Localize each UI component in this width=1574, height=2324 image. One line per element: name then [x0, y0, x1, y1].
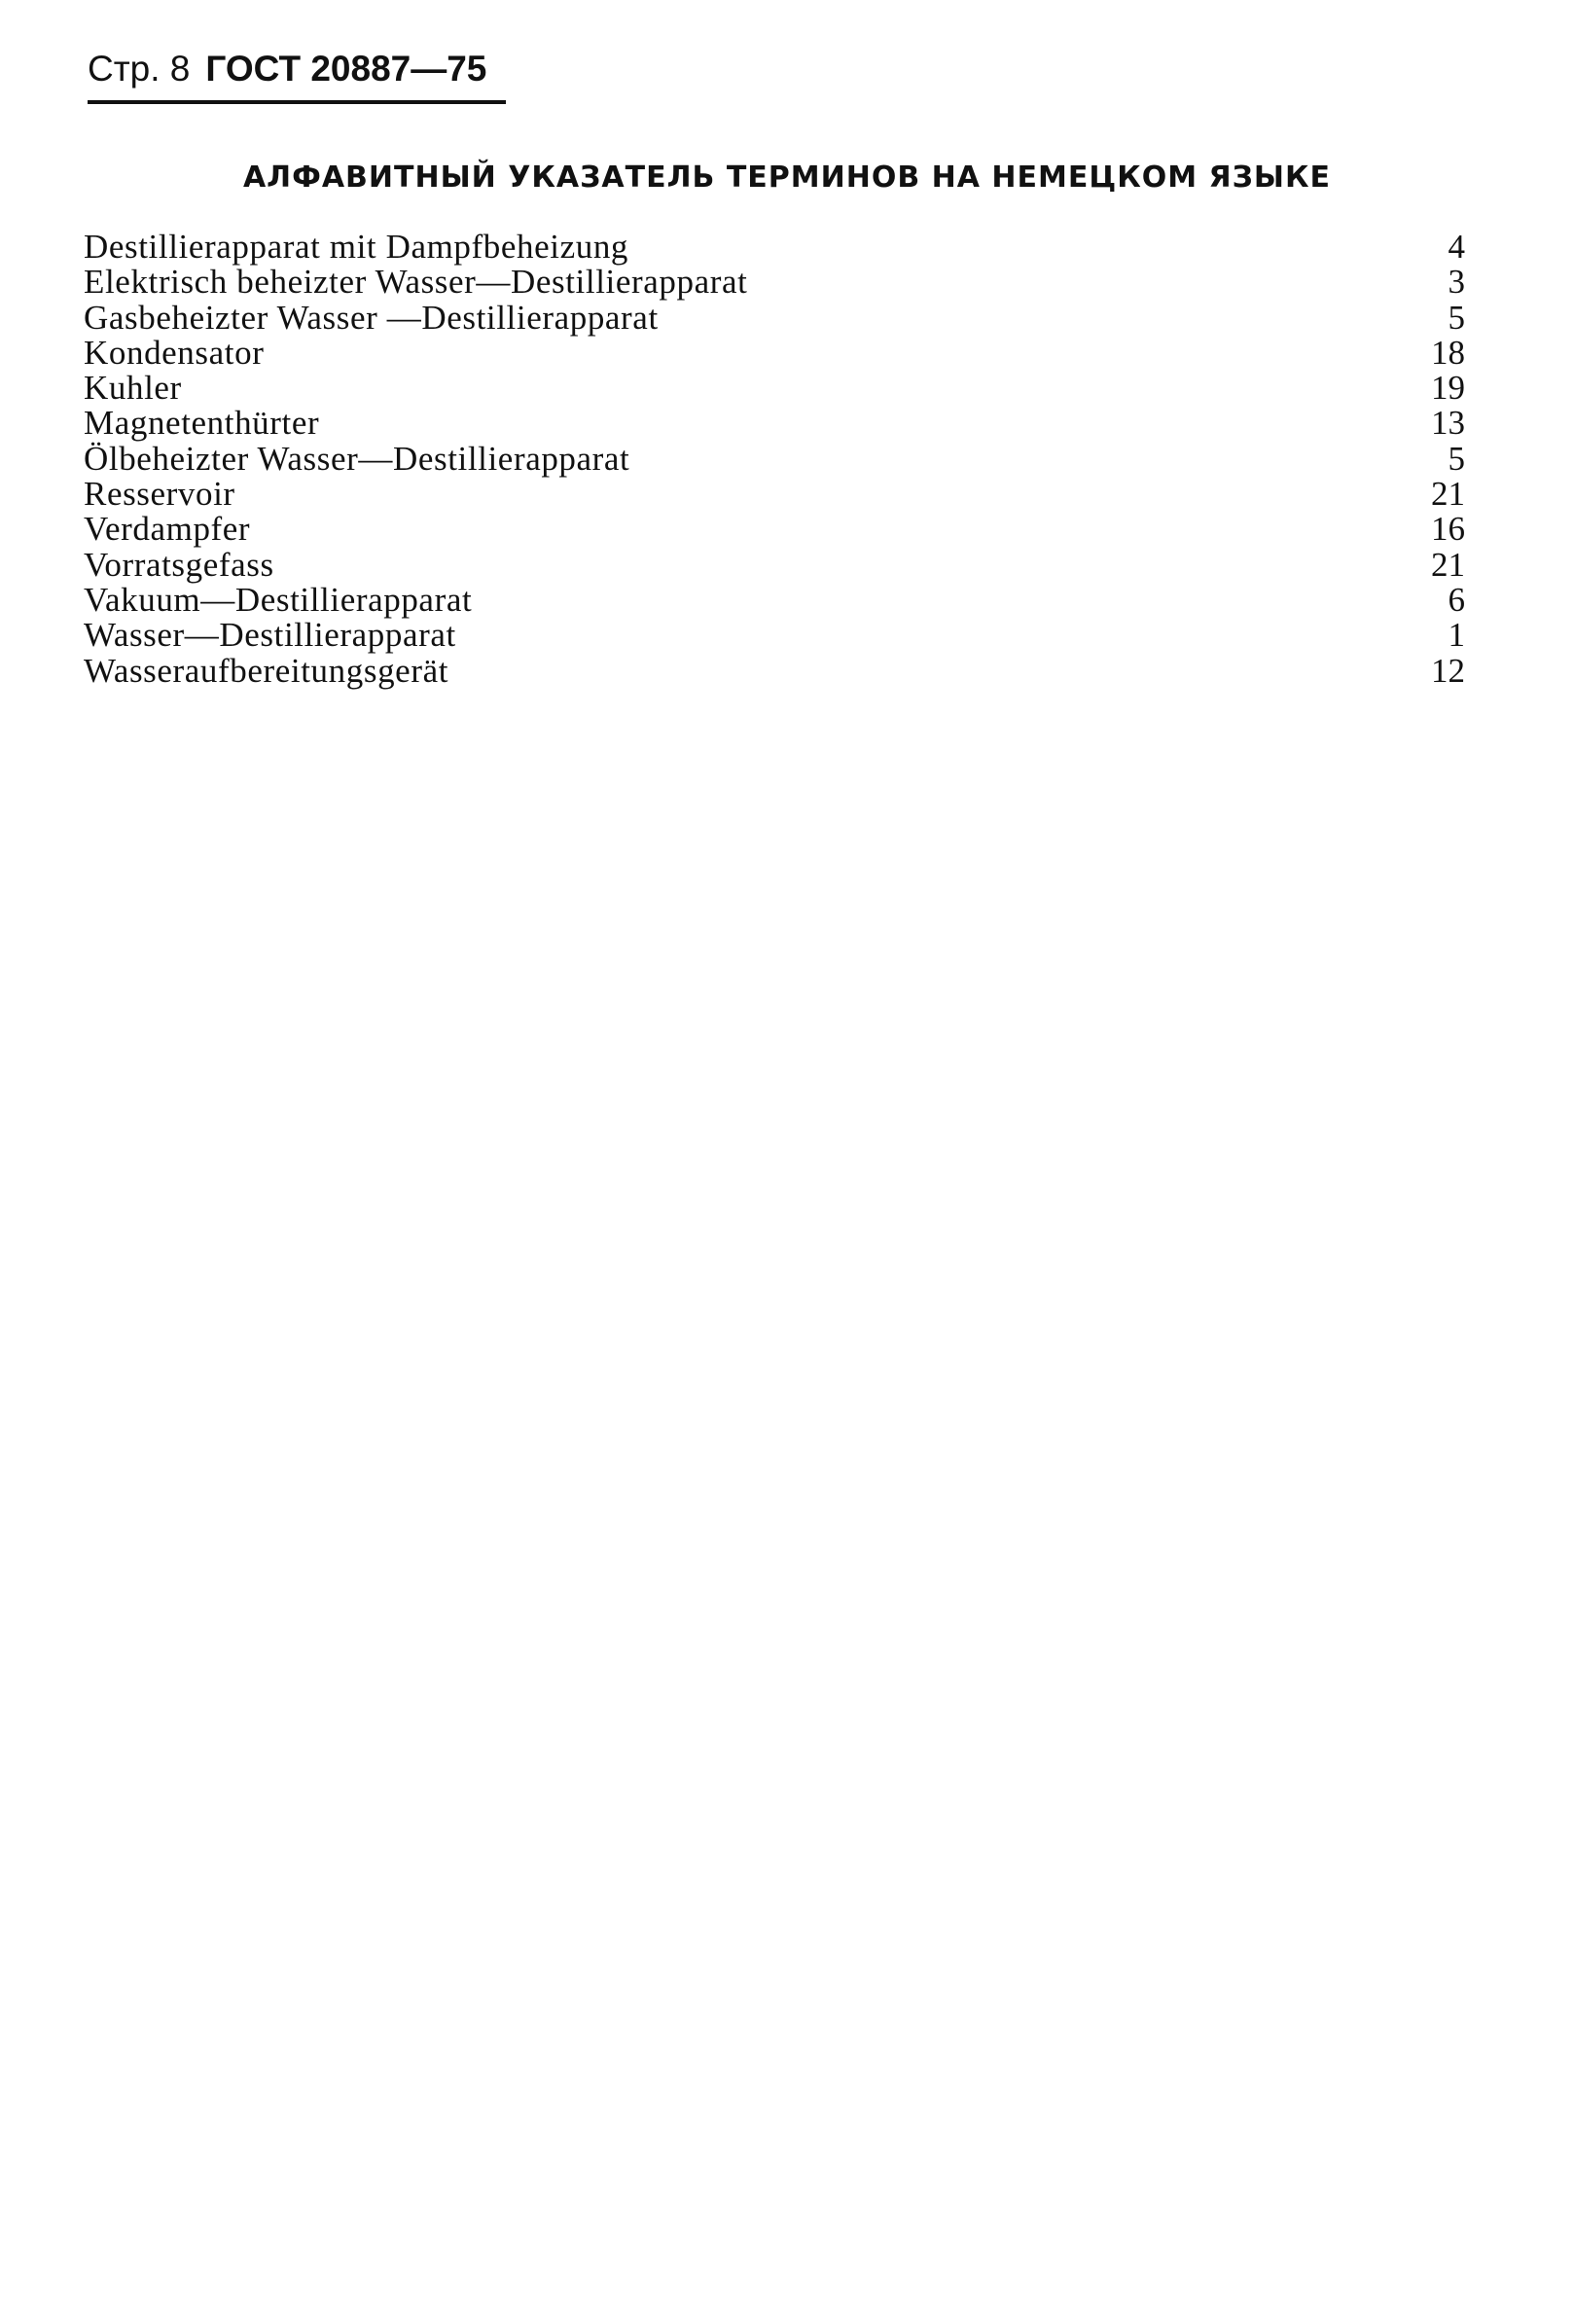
- entry-term: Ölbeheizter Wasser—Destillierapparat: [84, 439, 630, 478]
- entry-number: 18: [1431, 333, 1465, 372]
- entry-term: Vakuum—Destillierapparat: [84, 580, 473, 619]
- standard-designation: ГОСТ 20887—75: [205, 49, 487, 89]
- index-entry: [84, 371, 1465, 406]
- index-entry: [84, 545, 1465, 584]
- index-entry: [84, 265, 1465, 300]
- entry-term: Kondensator: [84, 333, 265, 372]
- entry-number: 16: [1431, 510, 1465, 549]
- index-entry: [84, 512, 1465, 547]
- entry-term: Magnetenthürter: [84, 404, 320, 443]
- entry-term: Vorratsgefass: [84, 545, 274, 584]
- index-entry: [84, 651, 1465, 690]
- index-entry: [84, 618, 1465, 653]
- entry-term: Wasseraufbereitungsgerät: [84, 651, 449, 690]
- entry-number: 21: [1431, 545, 1465, 584]
- index-entry: [84, 580, 1465, 619]
- index-entry: [84, 333, 1465, 372]
- entry-number: 19: [1431, 369, 1465, 408]
- entry-term: Kuhler: [84, 369, 182, 408]
- entry-term: Verdampfer: [84, 510, 251, 549]
- entry-term: Destillierapparat mit Dampfbeheizung: [84, 228, 629, 266]
- index-entry: [84, 477, 1465, 512]
- entry-term: Resservoir: [84, 475, 235, 514]
- entry-number: 5: [1448, 298, 1465, 337]
- index-title: АЛФАВИТНЫЙ УКАЗАТЕЛЬ ТЕРМИНОВ НА НЕМЕЦКОМ ЯЗЫКЕ: [242, 161, 1332, 195]
- entry-number: 1: [1448, 616, 1465, 655]
- entry-number: 3: [1448, 263, 1465, 302]
- page-number: Стр. 8: [88, 49, 191, 89]
- entry-number: 21: [1431, 475, 1465, 514]
- entry-number: 5: [1448, 439, 1465, 478]
- term-index-list: [84, 230, 1465, 689]
- index-entry: [84, 298, 1465, 337]
- running-head: [88, 47, 486, 91]
- entry-number: 6: [1448, 580, 1465, 619]
- entry-term: Elektrisch beheizter Wasser—Destillierapparat: [84, 263, 748, 302]
- entry-number: 13: [1431, 404, 1465, 443]
- entry-number: 12: [1431, 651, 1465, 690]
- header-rule: [88, 100, 506, 104]
- entry-number: 4: [1448, 228, 1465, 266]
- entry-term: Wasser—Destillierapparat: [84, 616, 456, 655]
- index-entry: [84, 406, 1465, 441]
- index-entry: [84, 230, 1465, 265]
- index-entry: [84, 439, 1465, 478]
- entry-term: Gasbeheizter Wasser —Destillierapparat: [84, 298, 659, 337]
